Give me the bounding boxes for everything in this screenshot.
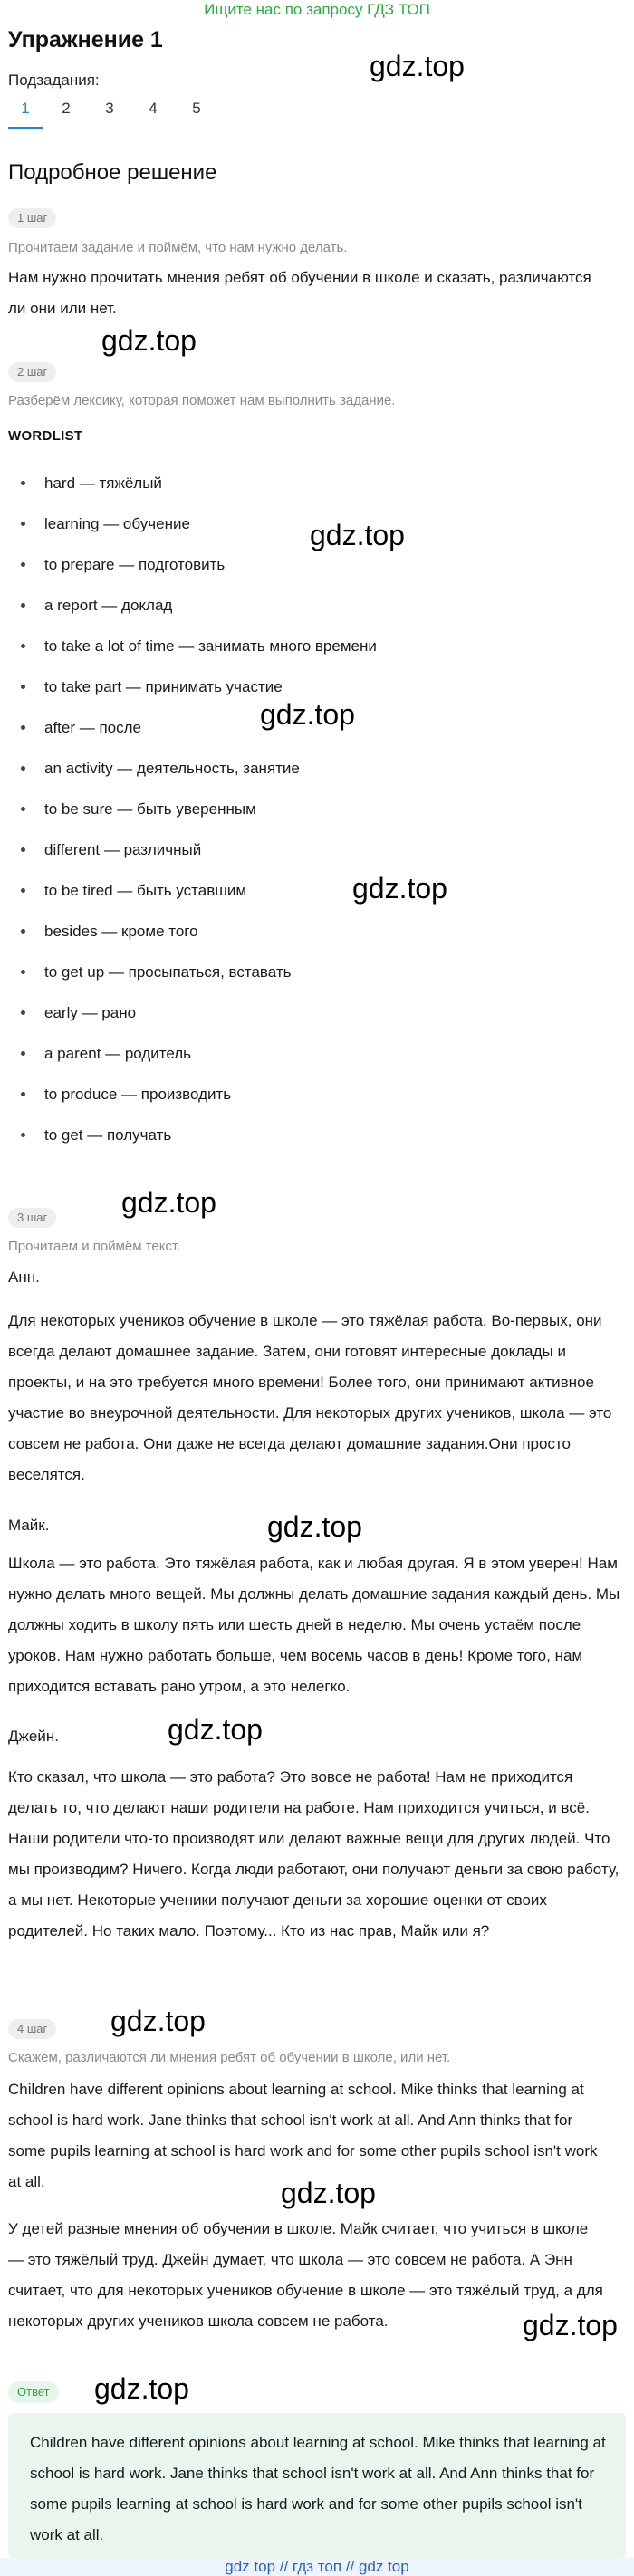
tab-5[interactable]: 5 [192, 100, 201, 117]
bullet-icon [21, 1133, 25, 1137]
watermark: gdz.top [121, 1186, 216, 1219]
list-item: to be sure — быть уверенным [0, 799, 634, 820]
list-item: to get up — просыпаться, вставать [0, 962, 634, 983]
watermark: gdz.top [267, 1510, 362, 1543]
bullet-icon [21, 644, 25, 648]
list-item: to take a lot of time — занимать много времени [0, 636, 634, 657]
page-title: Упражнение 1 [8, 27, 163, 53]
watermark: gdz.top [94, 2372, 189, 2405]
bullet-icon [21, 847, 25, 852]
watermark: gdz.top [110, 2005, 206, 2037]
step-hint-3: Прочитаем и поймём текст. [8, 1239, 181, 1254]
list-item: besides — кроме того [0, 921, 634, 943]
text-jane: Кто сказал, что школа — это работа? Это вовсе не работа! Нам не приходится делать то, что делают наши родители на работе. Нам приходится учиться, и всё. Наши родители что-то производят или делают важные вещи для других людей. Что мы производим? Ничего. Когда люди работают, они получают деньги за свою работу, а мы нет. Некоторые ученики получают деньги за хорошие оценки от своих родителей. Но таких мало. Поэтому... Кто из нас прав, Майк или я? [8, 1768, 620, 1939]
list-item: to produce — производить [0, 1084, 634, 1106]
bullet-icon [21, 807, 25, 811]
list-item: to be tired — быть уставшим [0, 880, 634, 902]
bullet-icon [21, 725, 25, 730]
speaker-ann: Анн. [8, 1269, 40, 1286]
answer-text: Children have different opinions about learning at school. Mike thinks that learning at school is hard work. Jane thinks that school isn't work at all. And Ann thinks that for some pupils learning at school is hard work and for some other pupils school isn't work at all. [30, 2434, 606, 2543]
step-text-1: Нам нужно прочитать мнения ребят об обучении в школе и сказать, различаются ли они или нет. [8, 269, 591, 317]
list-item: a parent — родитель [0, 1043, 634, 1065]
answer-box [8, 2413, 626, 2558]
list-item: early — рано [0, 1002, 634, 1024]
text-mike: Школа — это работа. Это тяжёлая работа, как и любая другая. Я в этом уверен! Нам нужно делать много вещей. Мы должны делать домашние задания каждый день. Мы должны ходить в школу пять или шесть дней в неделю. Мы очень устаём после уроков. Нам нужно работать больше, чем восемь часов в день! Кроме того, нам приходится вставать рано утром, а это нелегко. [8, 1555, 620, 1695]
step-hint-4: Скажем, различаются ли мнения ребят об обучении в школе, или нет. [8, 2050, 451, 2065]
watermark: gdz.top [281, 2177, 376, 2209]
tab-2[interactable]: 2 [62, 100, 71, 117]
tab-3[interactable]: 3 [105, 100, 114, 117]
subtask-tabs [0, 94, 634, 130]
list-item: to take part — принимать участие [0, 676, 634, 698]
step-hint-1: Прочитаем задание и поймём, что нам нужно делать. [8, 240, 348, 255]
bullet-icon [21, 1051, 25, 1056]
step-text-4-english: Children have different opinions about learning at school. Mike thinks that learning at school is hard work. Jane thinks that school isn't work at all. And Ann thinks that for some pupils learning at school is hard work and for some other pupils school isn't work at all. [8, 2081, 598, 2190]
subtasks-label: Подзадания: [8, 72, 100, 89]
bullet-icon [21, 481, 25, 485]
watermark: gdz.top [260, 698, 355, 731]
speaker-jane: Джейн. [8, 1728, 59, 1745]
list-item: to get — получать [0, 1125, 634, 1146]
watermark: gdz.top [310, 519, 405, 551]
watermark: gdz.top [523, 2309, 618, 2341]
wordlist-title: WORDLIST [8, 428, 83, 444]
footer-links[interactable]: gdz top // гдз топ // gdz top [0, 2558, 634, 2576]
list-item: hard — тяжёлый [0, 473, 634, 494]
bullet-icon [21, 685, 25, 689]
text-ann: Для некоторых учеников обучение в школе — это тяжёлая работа. Во-первых, они всегда делают домашнее задание. Затем, они готовят интересные доклады и проекты, и на это требуется много времени! Более того, они принимают активное участие во внеурочной деятельности. Для некоторых других учеников, школа — это совсем не работа. Они даже не всегда делают домашние задания.Они просто веселятся. [8, 1312, 612, 1483]
bullet-icon [21, 603, 25, 608]
list-item: to prepare — подготовить [0, 554, 634, 576]
bullet-icon [21, 1092, 25, 1096]
tab-4[interactable]: 4 [149, 100, 158, 117]
step-badge-2: 2 шаг [8, 362, 56, 382]
list-item: learning — обучение [0, 513, 634, 535]
step-badge-4: 4 шаг [8, 2019, 56, 2039]
bullet-icon [21, 766, 25, 771]
bullet-icon [21, 1010, 25, 1015]
search-hint-banner: Ищите нас по запросу ГДЗ ТОП [204, 1, 430, 18]
tab-1[interactable]: 1 [21, 100, 30, 117]
list-item: an activity — деятельность, занятие [0, 758, 634, 780]
answer-badge: Ответ [8, 2381, 59, 2403]
active-tab-indicator [8, 127, 43, 129]
watermark: gdz.top [370, 50, 465, 82]
speaker-mike: Майк. [8, 1517, 50, 1534]
bullet-icon [21, 970, 25, 974]
list-item: different — различный [0, 839, 634, 861]
bullet-icon [21, 562, 25, 567]
step-hint-2: Разберём лексику, которая поможет нам выполнить задание. [8, 393, 396, 408]
list-item: a report — доклад [0, 595, 634, 617]
step-badge-3: 3 шаг [8, 1208, 56, 1228]
step-text-4-russian: У детей разные мнения об обучении в школе. Майк считает, что учиться в школе — это тяжёлый труд. Джейн думает, что школа — это совсем не работа. А Энн считает, что для некоторых учеников обучение в школе — это тяжёлый труд, а для некоторых других учеников школа совсем не работа. [8, 2220, 603, 2330]
section-title: Подробное решение [8, 160, 217, 185]
bullet-icon [21, 888, 25, 893]
list-item: after — после [0, 717, 634, 739]
watermark: gdz.top [352, 872, 447, 905]
bullet-icon [21, 522, 25, 526]
bullet-icon [21, 929, 25, 934]
watermark: gdz.top [168, 1713, 263, 1746]
watermark: gdz.top [101, 324, 197, 357]
step-badge-1: 1 шаг [8, 208, 56, 228]
